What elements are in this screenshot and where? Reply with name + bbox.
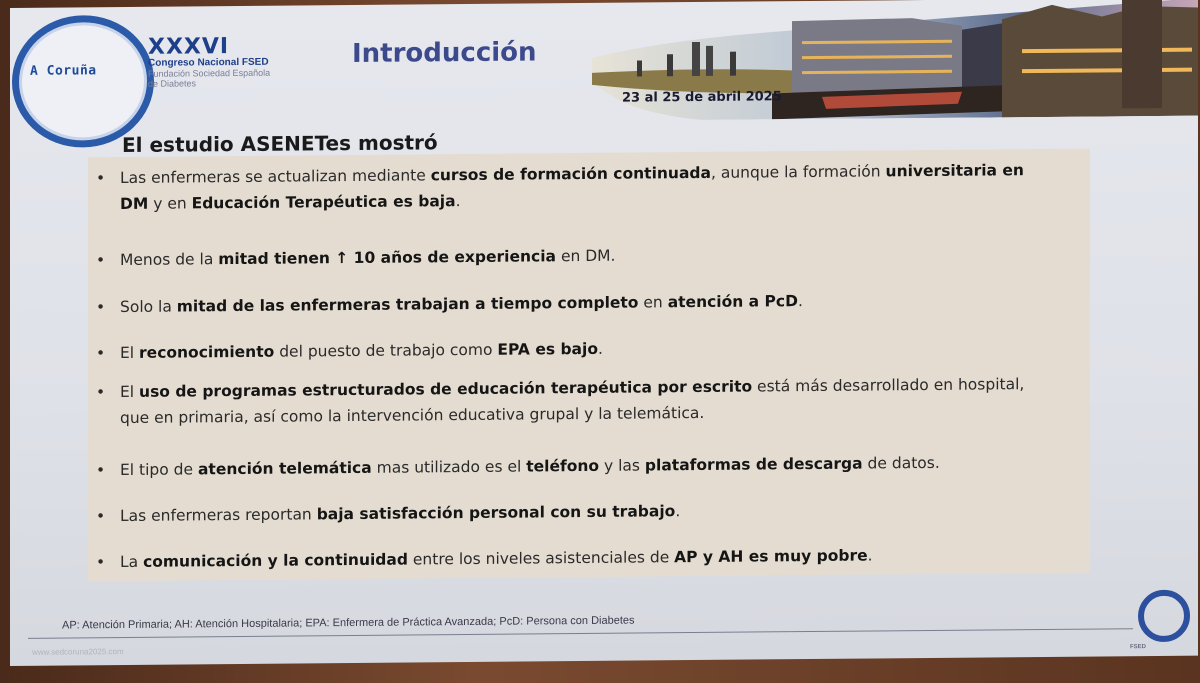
text: de datos. [862,453,940,473]
bold-text: universitaria en DM [120,161,1024,214]
list-item [96,449,1050,483]
foundation-name: Fundación Sociedad Española [148,67,271,79]
findings-box [88,149,1090,582]
text: Las enfermeras se actualizan mediante [120,166,431,188]
bullet-icon: • [96,344,106,363]
text: y en [148,194,192,213]
bold-text: Educación Terapéutica es baja [191,192,456,213]
bold-text: baja satisfacción personal con su trabajo [316,502,676,524]
text: mas utilizado es el [371,457,527,477]
text: en DM. [556,246,616,266]
slide-title: Introducción [352,37,537,70]
event-dates: 23 al 25 de abril 2025 [622,89,782,106]
text: Solo la [120,297,177,317]
bold-text: AP y AH es muy pobre [674,546,868,567]
bold-text: mitad de las enfermeras trabajan a tiempo completo [176,293,639,316]
list-item [96,239,1050,273]
bullet-icon: • [96,169,106,188]
list-item [96,286,1050,320]
list-item [96,541,1050,575]
abbreviations-footnote: AP: Atención Primaria; AH: Atención Hospitalaria; EPA: Enfermera de Práctica Avanzada; PcD: Persona con Diabetes [62,614,635,632]
bold-text: uso de programas estructurados de educación terapéutica por escrito [139,377,753,401]
text: El [120,382,140,402]
bold-text: reconocimiento [139,342,275,362]
bold-text: EPA es bajo [497,339,598,359]
bullet-icon: • [96,553,106,572]
text: Las enfermeras reportan [120,505,317,526]
bullet-icon: • [96,251,106,270]
city-logo [12,15,154,148]
bold-text: atención a PcD [667,292,798,312]
text: Menos de la [120,250,219,270]
congress-name: Congreso Nacional FSED [148,56,269,69]
text: . [797,292,803,311]
text: del puesto de trabajo como [274,340,498,361]
list-item [96,157,1050,217]
text: . [867,546,873,565]
bold-text: atención telemática [197,458,372,479]
list-item [96,495,1050,529]
text: , aunque la formación [710,162,886,182]
projected-slide [10,0,1198,666]
bold-text: cursos de formación continuada [430,163,711,185]
foundation-name-2: de Diabetes [148,78,197,89]
text: en [638,293,668,312]
text: El [120,343,140,363]
text: está más desarrollado en hospital, que en primaria, así como la intervención educativa grupal y la telemática. [120,375,1025,428]
section-heading: El estudio ASENETes mostró [122,130,438,158]
congress-number: XXXVI [148,34,230,60]
bullet-icon: • [96,461,106,480]
bold-text: teléfono [526,456,600,476]
brand-mark: FSED [1130,644,1147,651]
footer-url: www.sedcoruna2025.com [32,647,124,657]
text: y las [599,456,645,475]
list-item [96,371,1050,431]
text: . [597,339,603,358]
bold-text: plataformas de descarga [644,454,863,475]
bullet-icon: • [96,298,106,317]
text: La [120,552,144,572]
text: . [455,192,461,211]
bold-text: comunicación y la continuidad [143,550,408,571]
text: El tipo de [120,460,198,480]
list-item [96,332,1050,366]
ring-logo-icon [1138,590,1190,642]
text: entre los niveles asistenciales de [407,548,675,569]
bold-text: mitad tienen ↑ 10 años de experiencia [218,247,557,269]
bullet-icon: • [96,507,106,526]
logo-city-text: A Coruña [30,63,97,79]
congress-block [148,34,270,89]
bullet-icon: • [96,383,106,402]
text: . [675,502,681,521]
